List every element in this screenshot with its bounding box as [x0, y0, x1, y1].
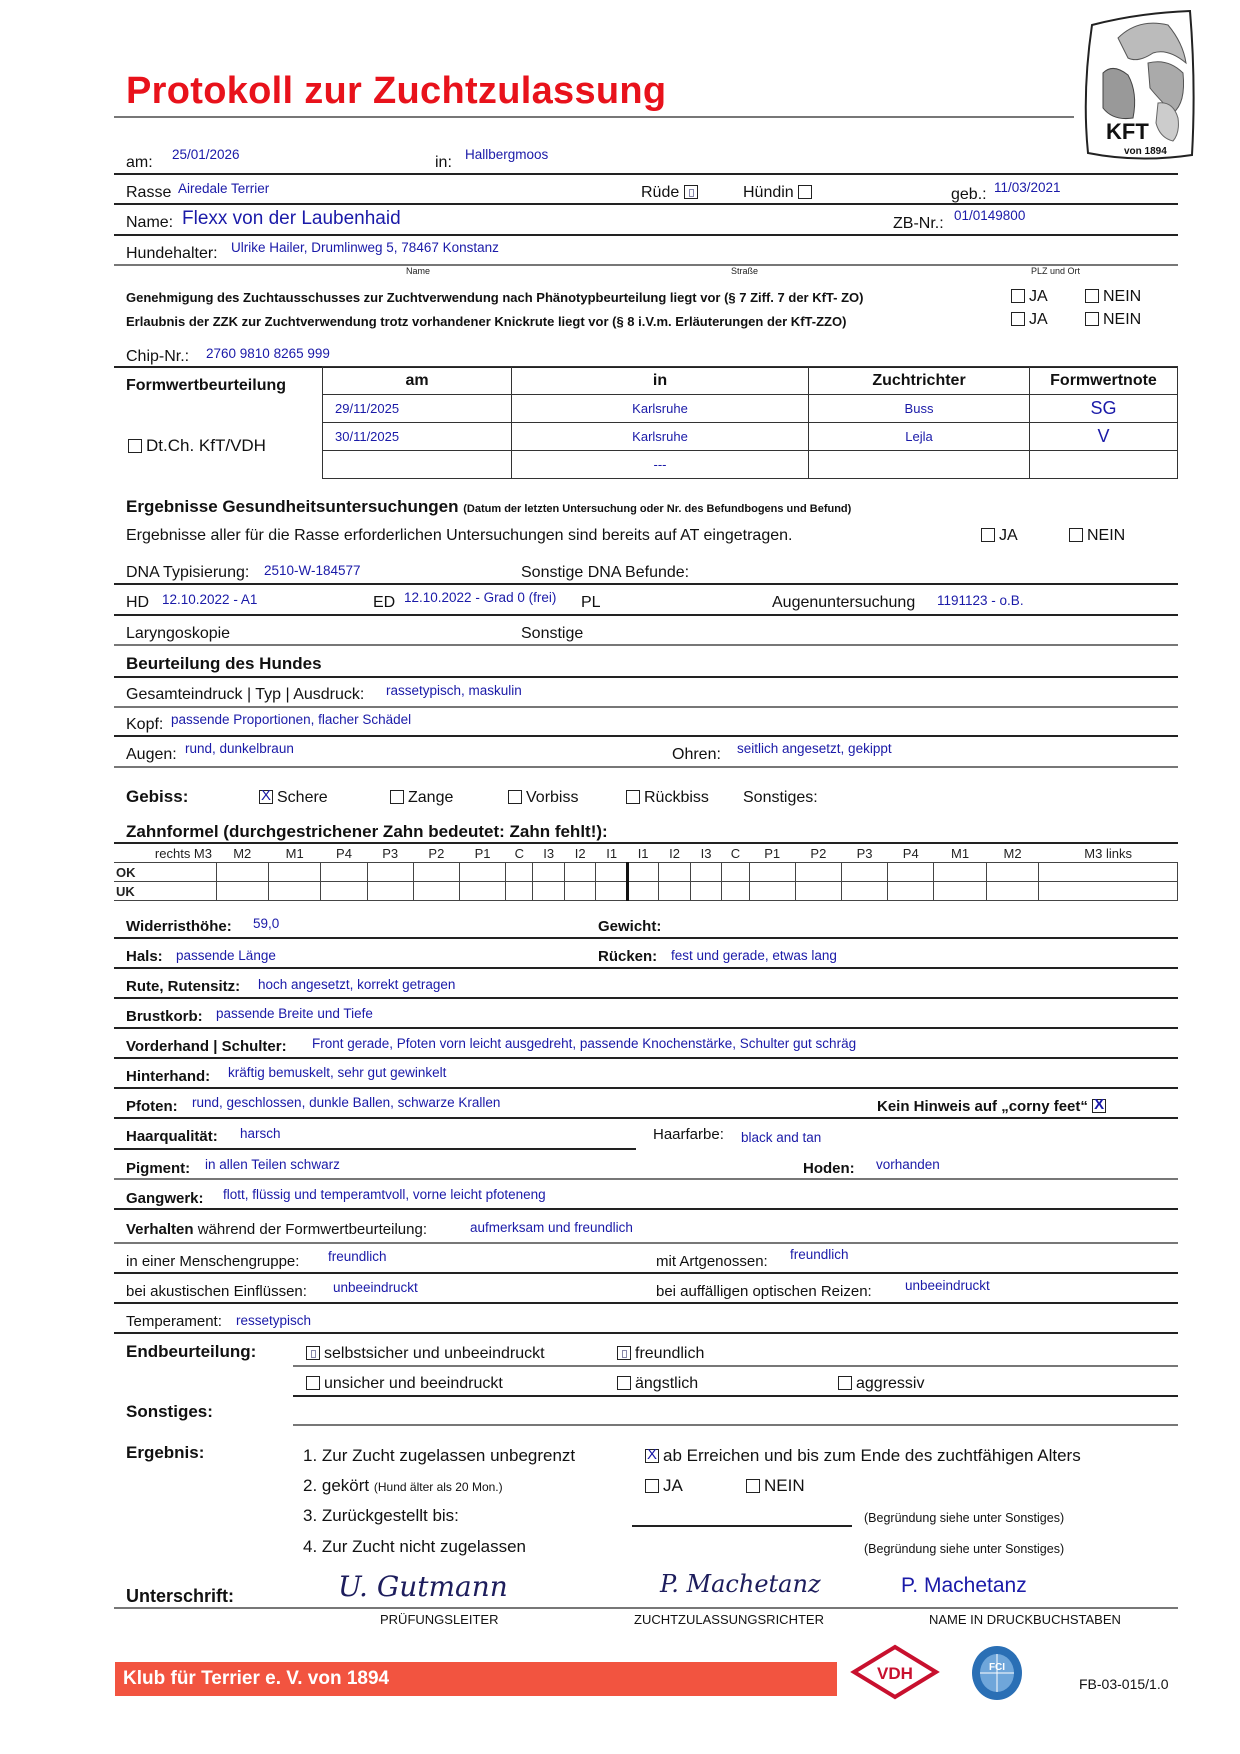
health-title-note: (Datum der letzten Untersuchung oder Nr. des Befundbogens und Befund)	[463, 503, 852, 515]
gebiss-vorbiss[interactable]: Vorbiss	[508, 789, 578, 807]
zahn-header: P3	[841, 843, 887, 863]
checkbox[interactable]	[645, 1449, 659, 1463]
table-row: ---	[323, 451, 1178, 479]
ruecken-value[interactable]: fest und gerade, etwas lang	[671, 948, 837, 963]
hoden-value[interactable]: vorhanden	[876, 1157, 940, 1172]
rute-value[interactable]: hoch angesetzt, korrekt getragen	[258, 977, 456, 992]
zahn-header: P2	[795, 843, 841, 863]
sonstiges-input-line[interactable]	[293, 1424, 1178, 1426]
zahnformel-table	[114, 842, 1178, 901]
checkbox[interactable]	[306, 1376, 320, 1390]
ergebnis-item2-note: (Hund älter als 20 Mon.)	[373, 1480, 503, 1494]
checkbox[interactable]	[626, 790, 640, 804]
verhalten-label-group	[126, 1221, 427, 1238]
in-label: in:	[435, 154, 452, 171]
form-id: FB-03-015/1.0	[1079, 1676, 1169, 1692]
zahn-header: P1	[459, 843, 505, 863]
ergebnis-item4-note: (Begründung siehe unter Sonstiges)	[864, 1542, 1065, 1556]
pl-label: PL	[581, 594, 601, 611]
endbeurteilung-unsicher[interactable]: unsicher und beeindruckt	[306, 1375, 503, 1393]
divider	[114, 1087, 1178, 1089]
title-rule	[114, 116, 1074, 118]
hinterhand-label: Hinterhand:	[126, 1068, 211, 1085]
checkbox[interactable]	[617, 1346, 631, 1360]
chip-value[interactable]: 2760 9810 8265 999	[206, 346, 330, 361]
menschengruppe-label: in einer Menschengruppe:	[126, 1253, 300, 1270]
zahn-header: M1	[934, 843, 986, 863]
ed-value[interactable]: 12.10.2022 - Grad 0 (frei)	[404, 590, 557, 605]
zahn-cell[interactable]	[1039, 863, 1178, 882]
verhalten-sublabel: während der Formwertbeurteilung:	[197, 1221, 427, 1238]
name-value[interactable]: Flexx von der Laubenhaid	[182, 208, 401, 229]
pruefungsleiter-signature: U. Gutmann	[338, 1570, 508, 1603]
zahn-header: I3	[533, 843, 564, 863]
ruede-checkbox[interactable]	[641, 184, 702, 202]
zahn-header: M2	[986, 843, 1038, 863]
fci-logo-icon	[969, 1644, 1025, 1707]
checkbox[interactable]	[1011, 312, 1025, 326]
halter-label: Hundehalter:	[126, 245, 218, 262]
zahn-cell[interactable]	[659, 863, 690, 882]
zurueckgestellt-date-input[interactable]	[632, 1525, 852, 1527]
chip-label: Chip-Nr.:	[126, 348, 190, 365]
rute-label: Rute, Rutensitz:	[126, 978, 241, 995]
zahn-header: C	[722, 843, 749, 863]
divider	[114, 735, 1178, 737]
zahn-cell[interactable]	[506, 863, 533, 882]
sonstiges-label: Sonstiges:	[126, 1402, 213, 1421]
optisch-label: bei auffälligen optischen Reizen:	[656, 1283, 872, 1300]
beurteilung-title: Beurteilung des Hundes	[126, 654, 322, 673]
zahn-header: M1	[268, 843, 320, 863]
zahn-cell[interactable]	[506, 882, 533, 901]
gangwerk-label: Gangwerk:	[126, 1190, 204, 1207]
temperament-label: Temperament:	[126, 1313, 222, 1330]
zahn-cell[interactable]	[533, 863, 564, 882]
zahn-cell[interactable]	[722, 863, 749, 882]
halter-value[interactable]: Ulrike Hailer, Drumlinweg 5, 78467 Konstanz	[231, 240, 499, 255]
divider	[114, 1272, 1178, 1274]
col-am: am	[323, 367, 512, 395]
formwert-label: Formwertbeurteilung	[126, 377, 287, 394]
zahn-header: I1	[596, 843, 627, 863]
divider	[114, 1117, 1178, 1119]
brustkorb-value[interactable]: passende Breite und Tiefe	[216, 1006, 373, 1021]
divider	[114, 1242, 1178, 1244]
ed-label: ED	[373, 594, 396, 611]
kopf-value[interactable]: passende Proportionen, flacher Schädel	[171, 712, 412, 727]
approval-knickrute-nein[interactable]: NEIN	[1085, 311, 1141, 329]
svg-text:KFT: KFT	[1106, 119, 1149, 144]
divider	[114, 766, 1178, 768]
zahn-cell[interactable]	[795, 882, 841, 901]
svg-text:von 1894: von 1894	[1124, 146, 1167, 157]
approval-zuchtausschuss-ja[interactable]: JA	[1011, 288, 1048, 306]
haarqualitaet-label: Haarqualität:	[126, 1128, 218, 1145]
table-row: 30/11/2025 Karlsruhe Lejla V	[323, 423, 1178, 451]
ergebnis-item4: 4. Zur Zucht nicht zugelassen	[303, 1537, 527, 1556]
pigment-label: Pigment:	[126, 1160, 191, 1177]
zahn-cell[interactable]	[627, 882, 658, 901]
augen-value[interactable]: rund, dunkelbraun	[185, 741, 294, 756]
divider	[114, 173, 1178, 175]
am-value[interactable]: 25/01/2026	[172, 147, 240, 162]
divider	[114, 1607, 1178, 1609]
akustisch-label: bei akustischen Einflüssen:	[126, 1283, 307, 1300]
in-value[interactable]: Hallbergmoos	[465, 147, 549, 162]
laryngoskopie-label: Laryngoskopie	[126, 625, 231, 642]
richter-signature: P. Machetanz	[660, 1570, 821, 1598]
endbeurteilung-aggressiv[interactable]: aggressiv	[838, 1375, 924, 1393]
zahn-cell[interactable]	[795, 863, 841, 882]
haarfarbe-value[interactable]: black and tan	[741, 1130, 822, 1145]
ergebnis-item3-note: (Begründung siehe unter Sonstiges)	[864, 1511, 1065, 1525]
page-title: Protokoll zur Zuchtzulassung	[126, 70, 667, 112]
checkbox[interactable]	[1092, 1099, 1106, 1113]
zahn-cell[interactable]	[841, 882, 887, 901]
col-formwertnote: Formwertnote	[1030, 367, 1178, 395]
menschengruppe-value[interactable]: freundlich	[328, 1249, 387, 1264]
widerrist-value[interactable]: 59,0	[253, 916, 280, 931]
formwert-table	[322, 366, 1178, 479]
divider	[114, 1302, 1178, 1304]
health-at-ja[interactable]: JA	[981, 527, 1018, 545]
gebiss-schere[interactable]: X Schere	[259, 789, 328, 807]
divider	[114, 614, 1178, 616]
verhalten-value[interactable]: aufmerksam und freundlich	[470, 1220, 633, 1235]
checkbox[interactable]	[128, 439, 142, 453]
col-zuchtrichter: Zuchtrichter	[809, 367, 1030, 395]
ergebnis-item1: 1. Zur Zucht zugelassen unbegrenzt	[303, 1446, 576, 1465]
rasse-value[interactable]: Airedale Terrier	[178, 181, 270, 196]
checkbox[interactable]	[390, 790, 404, 804]
gekoert-ja[interactable]: JA	[645, 1476, 683, 1496]
zahn-cell[interactable]	[216, 863, 268, 882]
geb-value[interactable]: 11/03/2021	[994, 180, 1061, 195]
divider	[293, 1395, 1178, 1397]
zahn-header: P2	[413, 843, 459, 863]
gekoert-nein[interactable]: NEIN	[746, 1476, 805, 1496]
divider	[114, 967, 1178, 969]
divider	[114, 1208, 1178, 1210]
checkbox[interactable]	[1085, 312, 1099, 326]
zahn-cell[interactable]	[749, 882, 795, 901]
kopf-label: Kopf:	[126, 716, 164, 733]
col-in: in	[512, 367, 809, 395]
zahn-cell[interactable]	[321, 882, 367, 901]
zahn-header: P4	[888, 843, 934, 863]
zahn-cell[interactable]	[1039, 882, 1178, 901]
zahn-header: I2	[564, 843, 595, 863]
table-row: 29/11/2025 Karlsruhe Buss SG	[323, 395, 1178, 423]
divider	[114, 583, 1178, 585]
am-label: am:	[126, 154, 153, 171]
vorderhand-label: Vorderhand | Schulter:	[126, 1038, 287, 1055]
pigment-value[interactable]: in allen Teilen schwarz	[205, 1157, 340, 1172]
zahn-cell[interactable]	[888, 863, 934, 882]
hinterhand-value[interactable]: kräftig bemuskelt, sehr gut gewinkelt	[228, 1065, 447, 1080]
ergebnis-item1-option[interactable]: X ab Erreichen und bis zum Ende des zuchtfähigen Alters	[645, 1446, 1081, 1466]
zahn-cell[interactable]	[841, 863, 887, 882]
svg-text:VDH: VDH	[877, 1664, 913, 1683]
zahn-row-label: UK	[114, 882, 216, 901]
gesamt-value[interactable]: rassetypisch, maskulin	[386, 683, 522, 698]
halter-sub-plz: PLZ und Ort	[1031, 266, 1081, 276]
zahn-cell[interactable]	[596, 882, 627, 901]
divider	[114, 706, 1178, 708]
table-row	[114, 863, 1178, 882]
approval-knickrute-ja[interactable]: JA	[1011, 311, 1048, 329]
zahnformel-title: Zahnformel (durchgestrichener Zahn bedeutet: Zahn fehlt!):	[126, 822, 608, 841]
optisch-value[interactable]: unbeeindruckt	[905, 1278, 990, 1293]
halter-sub-name: Name	[406, 266, 431, 276]
health-at-text: Ergebnisse aller für die Rasse erforderlichen Untersuchungen sind bereits auf AT eingetragen.	[126, 527, 793, 544]
zahn-cell[interactable]	[564, 882, 595, 901]
approval-zuchtausschuss-nein[interactable]: NEIN	[1085, 288, 1141, 306]
zahn-cell[interactable]	[722, 882, 749, 901]
richter-caption: ZUCHTZULASSUNGSRICHTER	[634, 1612, 824, 1627]
augen-label: Augen:	[126, 746, 177, 763]
footer-club-name: Klub für Terrier e. V. von 1894	[123, 1668, 390, 1689]
zahn-cell[interactable]	[268, 863, 320, 882]
divider	[114, 937, 1178, 939]
svg-text:FCI: FCI	[988, 1662, 1006, 1673]
zahn-cell[interactable]	[986, 863, 1038, 882]
checkbox[interactable]	[508, 790, 522, 804]
dna-label: DNA Typisierung:	[126, 564, 250, 581]
zahn-cell[interactable]	[596, 863, 627, 882]
table-row	[114, 882, 1178, 901]
zahn-header: C	[506, 843, 533, 863]
ergebnis-item3: 3. Zurückgestellt bis:	[303, 1506, 459, 1525]
hd-value[interactable]: 12.10.2022 - A1	[162, 592, 258, 607]
endbeurteilung-selbstsicher[interactable]: selbstsicher und unbeeindruckt	[306, 1345, 545, 1363]
sonstige-dna-label: Sonstige DNA Befunde:	[521, 564, 690, 581]
divider	[114, 644, 1178, 646]
zahn-header: P1	[749, 843, 795, 863]
zahn-cell[interactable]	[216, 882, 268, 901]
health-at-nein[interactable]: NEIN	[1069, 527, 1125, 545]
zahn-cell[interactable]	[367, 863, 413, 882]
hals-value[interactable]: passende Länge	[176, 948, 276, 963]
divider	[293, 1365, 1178, 1367]
geb-label: geb.:	[951, 186, 987, 203]
gebiss-zange[interactable]: Zange	[390, 789, 453, 807]
zahn-cell[interactable]	[749, 863, 795, 882]
gebiss-label: Gebiss:	[126, 787, 189, 806]
name-caption: NAME IN DRUCKBUCHSTABEN	[929, 1612, 1121, 1627]
name-label: Name:	[126, 214, 174, 231]
kft-terrier-logo-icon	[1078, 3, 1200, 165]
checkbox[interactable]	[746, 1479, 760, 1493]
divider	[114, 1148, 636, 1150]
hoden-label: Hoden:	[803, 1160, 855, 1177]
haarqualitaet-value[interactable]: harsch	[240, 1126, 281, 1141]
zahn-cell[interactable]	[268, 882, 320, 901]
verhalten-label: Verhalten	[126, 1221, 194, 1238]
pfoten-label: Pfoten:	[126, 1098, 178, 1115]
divider	[114, 676, 1178, 678]
gesamt-label: Gesamteindruck | Typ | Ausdruck:	[126, 686, 365, 703]
zahn-cell[interactable]	[690, 882, 721, 901]
checkbox[interactable]	[259, 790, 273, 804]
health-title: Ergebnisse Gesundheitsuntersuchungen (Datum der letzten Untersuchung oder Nr. des Befundbogens und Befund)	[126, 497, 852, 516]
sonstige-label: Sonstige	[521, 625, 584, 642]
approval-zuchtausschuss-text: Genehmigung des Zuchtausschusses zur Zuchtverwendung nach Phänotypbeurteilung liegt vor (§ 7 Ziff. 7 der KfT- ZO)	[126, 290, 864, 305]
zahn-header: M2	[216, 843, 268, 863]
dna-value[interactable]: 2510-W-184577	[264, 563, 361, 578]
zahn-header: P3	[367, 843, 413, 863]
gebiss-rueckbiss[interactable]: Rückbiss	[626, 789, 709, 807]
divider	[114, 997, 1178, 999]
halter-sub-strasse: Straße	[731, 266, 759, 276]
endbeurteilung-label: Endbeurteilung:	[126, 1342, 257, 1361]
zahn-cell[interactable]	[321, 863, 367, 882]
ergebnis-label: Ergebnis:	[126, 1443, 205, 1462]
widerrist-label: Widerristhöhe:	[126, 918, 232, 935]
artgenossen-label: mit Artgenossen:	[656, 1253, 768, 1270]
ruede-label: Rüde	[641, 184, 680, 201]
zahn-cell[interactable]	[533, 882, 564, 901]
zahn-cell[interactable]	[413, 882, 459, 901]
hd-label: HD	[126, 594, 150, 611]
divider	[114, 264, 1178, 266]
zahn-header: I1	[627, 843, 658, 863]
approval-knickrute-text: Erlaubnis der ZZK zur Zuchtverwendung trotz vorhandener Knickrute liegt vor (§ 8 i.V.m. Erläuterungen der KfT-ZZO)	[126, 314, 847, 329]
checkbox[interactable]	[838, 1376, 852, 1390]
dtch-checkbox[interactable]: Dt.Ch. KfT/VDH	[128, 436, 266, 456]
zahn-cell[interactable]	[934, 863, 986, 882]
endbeurteilung-aengstlich[interactable]: ängstlich	[617, 1375, 698, 1393]
temperament-value[interactable]: ressetypisch	[236, 1313, 312, 1328]
zb-label: ZB-Nr.:	[893, 215, 944, 232]
zb-value[interactable]: 01/0149800	[954, 208, 1026, 223]
zahn-cell[interactable]	[986, 882, 1038, 901]
checkbox[interactable]	[1011, 289, 1025, 303]
checkbox[interactable]	[981, 528, 995, 542]
ergebnis-item2: 2. gekört (Hund älter als 20 Mon.)	[303, 1476, 503, 1495]
unterschrift-label: Unterschrift:	[126, 1586, 235, 1606]
zahn-header-rechts: rechts M3	[114, 843, 216, 863]
zahn-cell[interactable]	[367, 882, 413, 901]
zahn-row-label: OK	[114, 863, 216, 882]
ruede-checkbox-box[interactable]	[684, 185, 698, 199]
divider	[114, 1332, 1178, 1334]
zahn-header: I3	[690, 843, 721, 863]
gewicht-label: Gewicht:	[598, 918, 662, 935]
augenuntersuchung-label: Augenuntersuchung	[772, 594, 916, 611]
vdh-logo-icon	[850, 1644, 940, 1705]
ohren-value[interactable]: seitlich angesetzt, gekippt	[737, 741, 892, 756]
checkbox[interactable]	[617, 1376, 631, 1390]
zahn-cell[interactable]	[690, 863, 721, 882]
hals-label: Hals:	[126, 948, 163, 965]
haarfarbe-label: Haarfarbe:	[653, 1126, 724, 1143]
divider	[114, 1027, 1178, 1029]
zahn-cell[interactable]	[627, 863, 658, 882]
zahn-cell[interactable]	[659, 882, 690, 901]
gangwerk-value[interactable]: flott, flüssig und temperamtvoll, vorne leicht pfoteneng	[223, 1187, 546, 1202]
rasse-label: Rasse	[126, 184, 172, 201]
zahn-header: P4	[321, 843, 367, 863]
checkbox[interactable]	[1085, 289, 1099, 303]
ruecken-label: Rücken:	[598, 948, 658, 965]
zahn-header: I2	[659, 843, 690, 863]
zahn-cell[interactable]	[413, 863, 459, 882]
huendin-checkbox[interactable]	[743, 184, 816, 202]
artgenossen-value[interactable]: freundlich	[790, 1247, 849, 1262]
corny-feet-checkbox[interactable]: Kein Hinweis auf „corny feet“ X	[877, 1098, 1110, 1115]
zahn-cell[interactable]	[459, 863, 505, 882]
ohren-label: Ohren:	[672, 746, 721, 763]
pfoten-value[interactable]: rund, geschlossen, dunkle Ballen, schwarze Krallen	[192, 1095, 501, 1110]
gebiss-sonstiges-label: Sonstiges:	[743, 789, 818, 806]
zahn-cell[interactable]	[459, 882, 505, 901]
zahn-cell[interactable]	[564, 863, 595, 882]
checkbox[interactable]	[306, 1346, 320, 1360]
vorderhand-value[interactable]: Front gerade, Pfoten vorn leicht ausgedreht, passende Knochenstärke, Schulter gut schräg	[312, 1036, 857, 1051]
huendin-label: Hündin	[743, 184, 794, 201]
augenuntersuchung-value[interactable]: 1191123 - o.B.	[937, 593, 1024, 608]
checkbox[interactable]	[645, 1479, 659, 1493]
divider	[114, 234, 1178, 236]
printed-name: P. Machetanz	[901, 1574, 1027, 1597]
checkbox[interactable]	[1069, 528, 1083, 542]
zahn-cell[interactable]	[934, 882, 986, 901]
pruefungsleiter-caption: PRÜFUNGSLEITER	[380, 1612, 499, 1627]
akustisch-value[interactable]: unbeeindruckt	[333, 1280, 418, 1295]
divider	[114, 1178, 1178, 1180]
zahn-header: M3 links	[1039, 843, 1178, 863]
huendin-checkbox-box[interactable]	[798, 185, 812, 199]
endbeurteilung-freundlich[interactable]: freundlich	[617, 1345, 704, 1363]
divider	[114, 203, 1178, 205]
divider	[114, 1057, 1178, 1059]
brustkorb-label: Brustkorb:	[126, 1008, 203, 1025]
zahn-cell[interactable]	[888, 882, 934, 901]
